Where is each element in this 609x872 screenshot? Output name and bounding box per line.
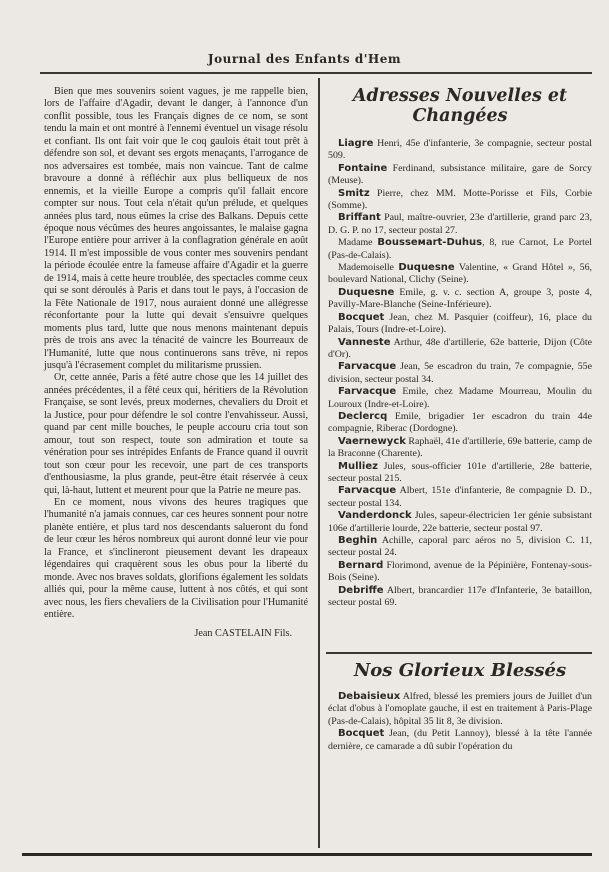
list-item (328, 510, 592, 535)
entry-name: Smitz (338, 187, 370, 199)
entry-name: Duquesne (398, 262, 455, 274)
entry-name: Declercq (338, 410, 388, 422)
entry-name: Bocquet (338, 311, 385, 323)
entry-name: Liagre (338, 138, 374, 149)
list-item (328, 163, 592, 188)
list-item (328, 212, 592, 237)
entry-text: Jean, 5e escadron du train, 7e compagnie, 55e division, secteur postal 34. (328, 361, 592, 385)
entry-name: Bocquet (338, 728, 385, 740)
list-item (328, 560, 592, 585)
entry-prefix: Madame (338, 237, 378, 249)
entry-text: Valentine, « Grand Hôtel », 56, boulevard National, Clichy (Seine). (328, 262, 592, 286)
header-rule (40, 72, 592, 74)
list-item (328, 535, 592, 560)
entry-text: Raphaël, 41e d'artillerie, 69e batterie, camp de la Braconne (Charente). (328, 435, 592, 460)
entry-text: Jean, chez M. Pasquier (coiffeur), 16, place du Palais, Tours (Indre-et-Loire). (328, 311, 592, 336)
page-bottom-rule (22, 853, 592, 856)
entry-text: Alfred, blessé les premiers jours de Juillet d'un éclat d'obus à l'omoplate gauche, il est en traitement à Paris-Plage (Pas-de-Calais), hôpital 35 lit 8, 3e division. (328, 691, 592, 727)
list-item (328, 436, 592, 461)
entry-name: Bousseмart-Duhus (377, 237, 483, 249)
list-item (328, 138, 592, 163)
entry-text: , 8, rue Carnot, Le Portel (Pas-de-Calais). (328, 237, 592, 261)
entry-name: Farvacque (338, 361, 397, 373)
entry-text: Albert, brancardier 117e d'Infanterie, 3e bataillon, secteur postal 69. (328, 584, 592, 609)
list-item (328, 461, 592, 486)
article-paragraph: Bien que mes souvenirs soient vagues, je me rappelle bien, lors de l'affaire d'Agadir, devant le danger, à l'annonce d'un conflit possible, tous les Français dignes de ce nom, se sont tendu la main et ont montré à l'ennemi éventuel un visage résolu et confiant. Ils ont fait voir que le coq gaulois était tout prêt à défendre son sol, et devant ses ergots menaçants, l'arrogance de nos adversaires est tombée, mais non vaincue. Tant de calme bravoure a donné à réfléchir aux plus belliqueux de nos ennemis, et la vieille Europe a compris qu'il fallait encore compter sur nous. Tout cela n'était qu'un prélude, et quelques années plus tard, nous eûmes la crise des Balkans. Depuis cette époque nous vécûmes des heures angoissantes, le malaise gagna l'Europe entière pour arriver à la conflagration générale en août 1914. Il m'est impossible de vous conter mes souvenirs pendant la période écoulée entre la fameuse affaire d'Agadir et la guerre de 1914, mais à cette heure troublée, des spectacles comme ceux qui se sont déroulés à Paris et dans tout le pays, à l'occasion de la Fête Nationale de 1917, nous auraient donné une allégresse réconfortante pour la lutte qui devait s'ensuivre quelques moments plus tard, lutte que nous menons maintenant depuis près de trois ans avec la ténacité de vaincre les Bourreaux de l'Humanité, lutte que nous continuerons sans trêve, ni repos jusqu'à l'écrasement complet du militarisme prussien. (44, 86, 308, 371)
list-item (328, 411, 592, 436)
addresses-title: Adresses Nouvelles et Changées (352, 86, 568, 126)
list-item (328, 237, 592, 262)
entry-text: Emile, g. v. c. section A, groupe 3, poste 4, Pavilly-Mare-Blanche (Seine-Inférieure). (328, 286, 592, 311)
entry-text: Paul, maître-ouvrier, 23e d'artillerie, grand parc 23, D. G. P. no 17, secteur postal 27. (328, 212, 592, 236)
list-item (328, 262, 592, 287)
list-item (328, 188, 592, 213)
entry-name: Mulliez (338, 460, 378, 472)
entry-text: Jules, sapeur-électricien 1er génie subsistant 106e d'artillerie lourde, 22e batterie, secteur postal 97. (328, 510, 592, 534)
list-item (328, 287, 592, 312)
list-item (328, 728, 592, 753)
entry-name: Duquesne (338, 286, 395, 298)
list-item (328, 312, 592, 337)
entry-text: Emile, brigadier 1er escadron du train 44e compagnie, Riberac (Dordogne). (328, 410, 592, 435)
injured-list (328, 691, 592, 753)
injured-title: Nos Glorieux Blessés (353, 660, 567, 681)
addresses-list (328, 138, 592, 609)
article-paragraph: Or, cette année, Paris a fêté autre chose que les 14 juillet des années précédentes, il a fêté ceux qui, héritiers de la Révolution Française, se sont levés, preux modernes, chevaliers du Droit et la Justice, pour pour défendre le sol contre l'envahisseur. Aussi, quand par cent mille bouches, le peuple accouru cria tout son amour, tout son respect, toute son admiration et toute sa vénération pour ses intrépides Enfants de France quand il ouvrit tout son cœur pour les recevoir, une part de ces transports d'enthousiasme, la plus grande, peut-être était réservée à ceux qui, là-haut, luttent et meurent pour que la Patrie ne meure pas. (44, 372, 308, 496)
entry-text: Arthur, 48e d'artillerie, 62e batterie, Dijon (Côte d'Or). (328, 336, 592, 360)
entry-text: Albert, 151e d'infanterie, 8e compagnie D. D., secteur postal 134. (328, 485, 592, 509)
entry-name: Vaernewyck (338, 435, 406, 447)
column-divider (318, 78, 320, 848)
entry-text: Henri, 45e d'infanterie, 3e compagnie, secteur postal 509. (328, 138, 592, 162)
entry-text: Jean, (du Petit Lannoy), blessé à la tête l'année dernière, ce camarade a dû subir l'opération du (328, 728, 592, 752)
list-item (328, 691, 592, 728)
entry-name: Debriffe (338, 584, 384, 596)
entry-text: Jules, sous-officier 101e d'artillerie, 28e batterie, secteur postal 215. (328, 460, 592, 484)
list-item (328, 485, 592, 510)
addresses-column (328, 86, 592, 609)
masthead: Journal des Enfants d'Hem (207, 52, 402, 66)
injured-section (328, 660, 592, 753)
entry-text: Emile, chez Madame Mourreau, Moulin du Louroux (Indre-et-Loire). (328, 386, 592, 410)
list-item (328, 337, 592, 362)
section-divider (326, 652, 592, 654)
entry-prefix: Mademoiselle (338, 262, 399, 274)
entry-name: Briffant (338, 212, 381, 224)
article-column (44, 86, 308, 641)
article-signature: Jean CASTELAIN Fils. (194, 628, 292, 640)
list-item (328, 585, 592, 610)
entry-name: Beghin (338, 535, 378, 546)
entry-name: Vanderdonck (338, 510, 412, 522)
entry-text: Achille, caporal parc aéros no 5, division C. 11, secteur postal 24. (328, 535, 592, 559)
entry-name: Debaisieux (338, 691, 401, 702)
list-item (328, 386, 592, 411)
entry-name: Bernard (338, 559, 384, 571)
entry-name: Farvacque (338, 386, 397, 398)
entry-text: Florimond, avenue de la Pépinière, Fontenay-sous-Bois (Seine). (328, 559, 592, 584)
article-paragraph: En ce moment, nous vivons des heures tragiques que l'humanité n'a jamais connues, car ces heures sonnent pour notre planète entière, et plus tard nos descendants salueront du fond de leur cœur les héros nombreux qui auront donné leur vie pour la France, et s'inclineront pieusement devant les drapeaux légendaires qui craquèrent sous les obus pour la liberté du monde. Avec nos braves soldats, glorifions également les soldats alliés qui, pour la même cause, luttent à nos côtés, et qui sont avec nous, les fiers chevaliers de la Civilisation pour l'Humanité entière. (44, 496, 308, 621)
list-item (328, 361, 592, 386)
entry-text: Ferdinand, subsistance militaire, gare de Sorcy (Meuse). (328, 162, 592, 187)
entry-name: Vanneste (338, 336, 391, 348)
entry-name: Farvacque (338, 485, 397, 497)
entry-name: Fontaine (338, 162, 388, 174)
entry-text: Pierre, chez MM. Motte-Porisse et Fils, Corbie (Somme). (328, 187, 592, 212)
